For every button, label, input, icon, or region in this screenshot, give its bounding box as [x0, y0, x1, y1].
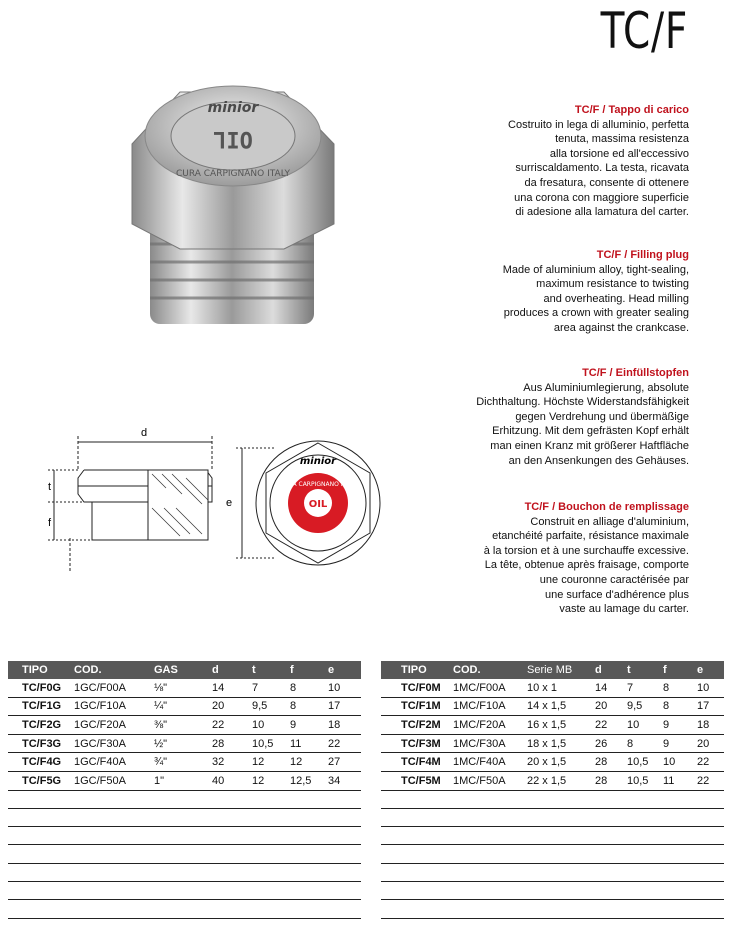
table-row [381, 771, 724, 790]
empty-table-row [381, 845, 724, 863]
table-cell: 27 [328, 753, 361, 772]
table-row [8, 753, 361, 772]
empty-table-row [381, 863, 724, 881]
table-cell: 32 [212, 753, 252, 772]
column-header: TIPO [8, 661, 74, 679]
table-cell: 11 [290, 734, 328, 753]
column-header: e [697, 661, 724, 679]
table-cell: 9,5 [627, 697, 663, 716]
table-cell: 10 x 1 [527, 679, 595, 697]
table-row [381, 753, 724, 772]
description-title: TC/F / Bouchon de remplissage [524, 501, 689, 513]
empty-cell [381, 900, 724, 918]
table-cell: ½" [154, 734, 212, 753]
empty-cell [381, 808, 724, 826]
table-cell: 18 [328, 716, 361, 735]
table-cell: 9,5 [252, 697, 290, 716]
table-cell: 1MC/F30A [453, 734, 527, 753]
table-row [8, 716, 361, 735]
empty-cell [381, 845, 724, 863]
empty-table-row [8, 863, 361, 881]
product-code-cell: TC/F0M [381, 679, 453, 697]
table-row [8, 734, 361, 753]
product-code-cell: TC/F0G [8, 679, 74, 697]
product-code-cell: TC/F1M [381, 697, 453, 716]
photo-brand: minior [207, 100, 259, 116]
product-code-cell: TC/F4M [381, 753, 453, 772]
description-title: TC/F / Einfüllstopfen [582, 367, 689, 379]
description-text: Made of aluminium alloy, tight-sealing, maximum resistance to twisting and overheating. Head milling produces a crown with greater sealing area against the crankcase. [502, 263, 689, 334]
table-cell: ¼" [154, 697, 212, 716]
table-cell: 9 [663, 716, 697, 735]
metric-thread-table [381, 661, 724, 919]
table-cell: 22 [697, 753, 724, 772]
column-header: COD. [453, 661, 527, 679]
column-header: e [328, 661, 361, 679]
table-cell: 10,5 [627, 753, 663, 772]
table-cell: 1GC/F20A [74, 716, 154, 735]
empty-cell [8, 845, 361, 863]
empty-cell [8, 808, 361, 826]
column-header: f [290, 661, 328, 679]
table-cell: 10,5 [627, 771, 663, 790]
table-cell: 7 [252, 679, 290, 697]
product-code-cell: TC/F2G [8, 716, 74, 735]
product-code-cell: TC/F3G [8, 734, 74, 753]
product-photo [112, 84, 352, 334]
empty-cell [8, 900, 361, 918]
table-cell: 8 [663, 679, 697, 697]
dim-e-label: e [226, 497, 233, 509]
empty-table-row [8, 845, 361, 863]
table-cell: 8 [290, 697, 328, 716]
table-cell: ⅜" [154, 716, 212, 735]
table-row [8, 697, 361, 716]
column-header: t [252, 661, 290, 679]
table-cell: 22 [697, 771, 724, 790]
table-row [381, 697, 724, 716]
empty-table-row [381, 827, 724, 845]
empty-table-row [381, 882, 724, 900]
table-row [381, 716, 724, 735]
table-cell: 18 [697, 716, 724, 735]
table-cell: 1GC/F30A [74, 734, 154, 753]
table-cell: 26 [595, 734, 627, 753]
table-cell: 14 [595, 679, 627, 697]
table-cell: 14 [212, 679, 252, 697]
photo-oil-label: OIL [213, 126, 253, 151]
empty-table-row [8, 882, 361, 900]
product-code-cell: TC/F2M [381, 716, 453, 735]
description-german [399, 366, 689, 468]
column-header: t [627, 661, 663, 679]
table-cell: 10 [328, 679, 361, 697]
product-code-cell: TC/F5G [8, 771, 74, 790]
table-header-row [8, 661, 361, 679]
table-cell: 16 x 1,5 [527, 716, 595, 735]
table-cell: ¾" [154, 753, 212, 772]
empty-table-row [381, 808, 724, 826]
table-cell: 12 [252, 771, 290, 790]
empty-cell [8, 863, 361, 881]
table-cell: 22 x 1,5 [527, 771, 595, 790]
description-french [399, 500, 689, 617]
table-cell: 1MC/F20A [453, 716, 527, 735]
table-cell: 7 [627, 679, 663, 697]
table-cell: 8 [627, 734, 663, 753]
table-cell: 1GC/F40A [74, 753, 154, 772]
table-cell: 1" [154, 771, 212, 790]
dim-d-label: d [140, 427, 148, 439]
product-code-cell: TC/F1G [8, 697, 74, 716]
table-cell: 14 x 1,5 [527, 697, 595, 716]
description-italian [399, 103, 689, 220]
technical-drawing [40, 422, 400, 582]
table-cell: 1GC/F50A [74, 771, 154, 790]
column-header: d [212, 661, 252, 679]
table-header-row [381, 661, 724, 679]
table-row [381, 734, 724, 753]
table-cell: 1GC/F10A [74, 697, 154, 716]
empty-cell [8, 882, 361, 900]
column-header: COD. [74, 661, 154, 679]
description-title: TC/F / Tappo di carico [574, 104, 689, 116]
table-cell: 20 [697, 734, 724, 753]
table-cell: 1MC/F00A [453, 679, 527, 697]
empty-cell [381, 790, 724, 808]
empty-table-row [8, 808, 361, 826]
table-cell: 1MC/F10A [453, 697, 527, 716]
description-english [399, 248, 689, 336]
table-cell: 28 [212, 734, 252, 753]
empty-cell [381, 863, 724, 881]
table-cell: 9 [663, 734, 697, 753]
column-header: f [663, 661, 697, 679]
table-cell: 22 [595, 716, 627, 735]
column-header: TIPO [381, 661, 453, 679]
table-cell: 8 [663, 697, 697, 716]
description-title: TC/F / Filling plug [596, 249, 689, 261]
table-cell: 12 [252, 753, 290, 772]
dim-t-label: t [48, 481, 52, 493]
table-cell: 18 x 1,5 [527, 734, 595, 753]
table-cell: 20 x 1,5 [527, 753, 595, 772]
table-row [8, 679, 361, 697]
column-header: Serie MB [527, 661, 595, 679]
table-cell: ⅛" [154, 679, 212, 697]
empty-table-row [8, 790, 361, 808]
table-cell: 17 [697, 697, 724, 716]
drawing-ring-text: CURA CARPIGNANO ITALY [279, 481, 357, 488]
table-cell: 1MC/F50A [453, 771, 527, 790]
dim-f-label: f [48, 517, 52, 529]
empty-table-row [381, 900, 724, 918]
table-cell: 20 [595, 697, 627, 716]
table-cell: 10 [627, 716, 663, 735]
table-cell: 12,5 [290, 771, 328, 790]
table-row [8, 771, 361, 790]
table-cell: 1MC/F40A [453, 753, 527, 772]
gas-thread-table [8, 661, 361, 919]
table-cell: 40 [212, 771, 252, 790]
table-cell: 9 [290, 716, 328, 735]
column-header: d [595, 661, 627, 679]
table-cell: 11 [663, 771, 697, 790]
table-cell: 22 [212, 716, 252, 735]
empty-cell [381, 882, 724, 900]
table-cell: 28 [595, 771, 627, 790]
empty-table-row [8, 900, 361, 918]
table-cell: 12 [290, 753, 328, 772]
description-text: Costruito in lega di alluminio, perfetta tenuta, massima resistenza alla torsione ed all'eccessivo surriscaldamento. La testa, ricavata da fresatura, consente di ottenere una corona con maggiore superficie di adesione alla lamatura del carter. [508, 118, 689, 219]
photo-ring-text: CURA CARPIGNANO ITALY [175, 169, 291, 179]
empty-cell [8, 827, 361, 845]
table-cell: 22 [328, 734, 361, 753]
table-cell: 10 [663, 753, 697, 772]
table-cell: 10 [252, 716, 290, 735]
empty-table-row [8, 827, 361, 845]
table-row [381, 679, 724, 697]
product-code-cell: TC/F5M [381, 771, 453, 790]
table-cell: 20 [212, 697, 252, 716]
table-cell: 10 [697, 679, 724, 697]
table-cell: 10,5 [252, 734, 290, 753]
product-code-cell: TC/F3M [381, 734, 453, 753]
table-cell: 34 [328, 771, 361, 790]
page-title: TC/F [600, 2, 688, 60]
product-code-cell: TC/F4G [8, 753, 74, 772]
empty-table-row [381, 790, 724, 808]
empty-cell [8, 790, 361, 808]
table-cell: 28 [595, 753, 627, 772]
empty-cell [381, 827, 724, 845]
table-cell: 17 [328, 697, 361, 716]
drawing-brand: minior [299, 456, 337, 467]
table-cell: 8 [290, 679, 328, 697]
description-text: Construit en alliage d'aluminium, etanchéité parfaite, résistance maximale à la torsion et à une surchauffe excessive. La tête, obtenue après fraisage, comporte une couronne caractérisée par une surface d'adhérence plus vaste au lamage du carter. [483, 515, 689, 616]
description-text: Aus Aluminiumlegierung, absolute Dichthaltung. Höchste Widerstandsfähigkeit gegen Verdrehung und übermäßige Erhitzung. Mit dem gefrästen Kopf erhält man einen Kranz mit größerer Haftfläche an den Ansenkungen des Gehäuses. [476, 381, 689, 467]
drawing-oil-label: OIL [308, 499, 328, 510]
table-cell: 1GC/F00A [74, 679, 154, 697]
column-header: GAS [154, 661, 212, 679]
